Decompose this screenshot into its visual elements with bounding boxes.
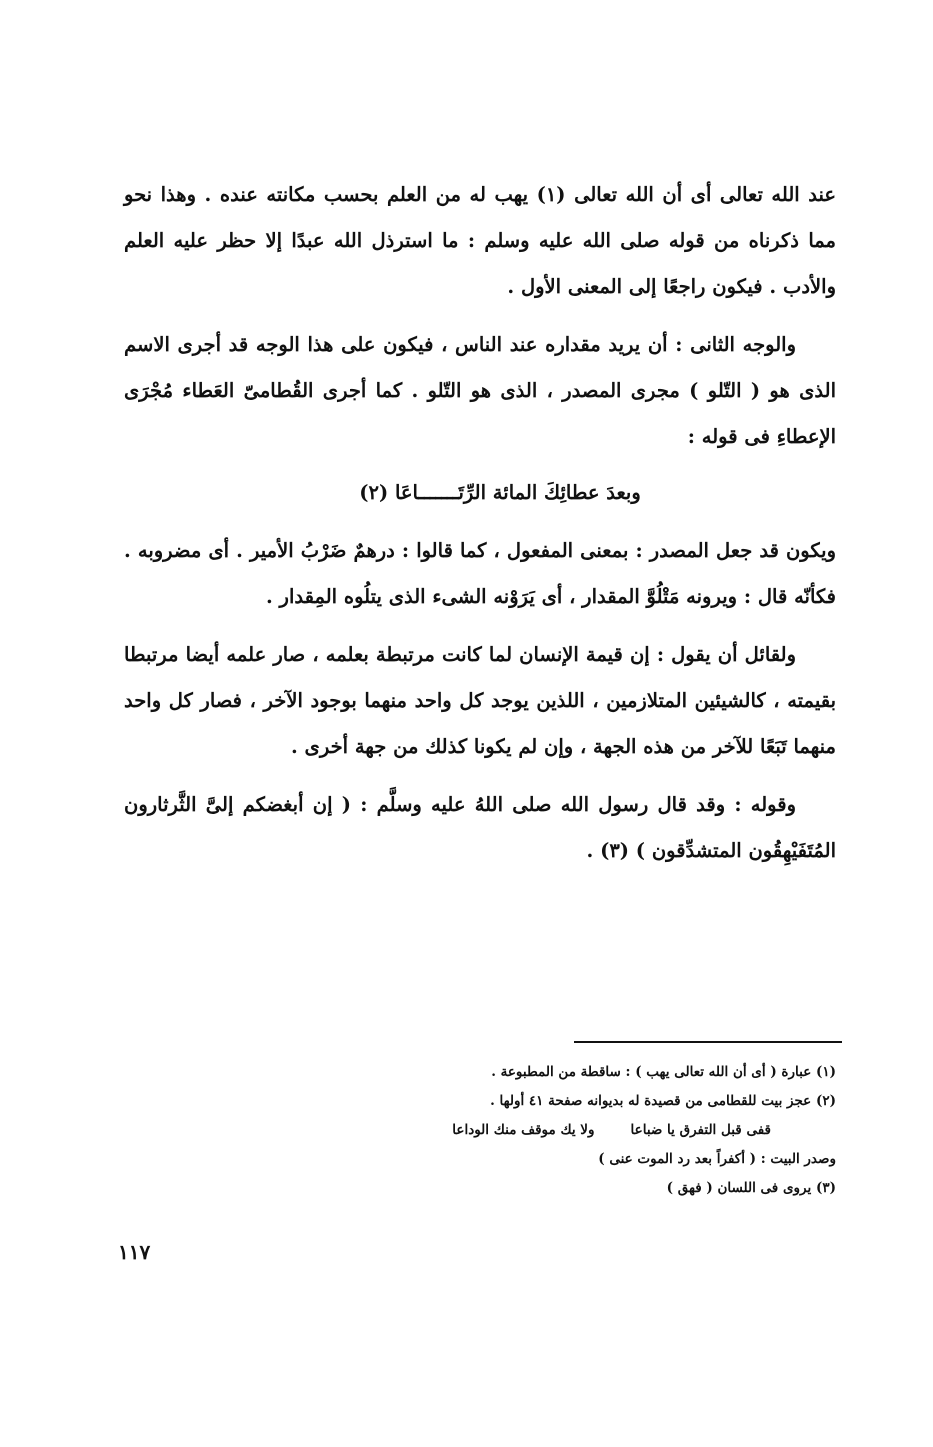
paragraph-5: وقوله : وقد قال رسول الله صلى اللهُ عليه وسلَّم : ( إن أبغضكم إلىَّ الثَّرثارون المُتَفَيْهِقُون المتشدِّقون ) (٣) . xyxy=(124,793,836,862)
footnote-2-verse xyxy=(270,1116,836,1145)
verse-line: وبعدَ عطائِكَ المائة الرِّتَـــــــاعَا (٢) xyxy=(359,481,641,504)
footnotes xyxy=(270,1058,836,1203)
footnote-2: (٢) عجز بيت للقطامى من قصيدة له بديوانه صفحة ٤١ أولها . xyxy=(490,1093,836,1109)
paragraph-1: عند الله تعالى أى أن الله تعالى (١) يهب له من العلم بحسب مكانته عنده . وهذا نحو مما ذكرناه من قوله صلى الله عليه وسلم : ما استرذل الله عبدًا إلا حظر عليه العلم والأدب . فيكون راجعًا إلى المعنى الأول . xyxy=(124,183,836,298)
paragraph-3: ويكون قد جعل المصدر : بمعنى المفعول ، كما قالوا : درهمٌ ضَرْبُ الأمير . أى مضروبه . فكأنّه قال : ويرونه مَتْلُوَّ المقدار ، أى يَرَوْنه الشىء الذى يتلُوه المِقدار . xyxy=(124,539,836,608)
main-text-body xyxy=(124,172,836,886)
footnote-3: (٣) يروى فى اللسان ( فهق ) xyxy=(666,1180,836,1196)
paragraph-4: ولقائل أن يقول : إن قيمة الإنسان لما كانت مرتبطة بعلمه ، صار علمه أيضا مرتبطا بقيمته ، كالشيئين المتلازمين ، اللذين يوجد كل واحد منهما بوجود الآخر ، فصار كل واحد منهما تَبَعًا للآخر من هذه الجهة ، وإن لم يكونا كذلك من جهة أخرى . xyxy=(124,643,836,758)
verse-hemistich-first: قفى قبل التفرق يا ضباعا xyxy=(630,1122,771,1138)
footnote-2-sadr: وصدر البيت : ( أكفراً بعد رد الموت عنى ) xyxy=(598,1151,836,1167)
footnote-1: (١) عبارة ( أى أن الله تعالى يهب ) : ساقطة من المطبوعة . xyxy=(491,1064,836,1080)
verse-hemistich-second: ولا يك موقف منك الوداعا xyxy=(452,1122,595,1138)
page-number: ١١٧ xyxy=(118,1240,151,1264)
footnote-separator xyxy=(574,1041,842,1043)
paragraph-2: والوجه الثانى : أن يريد مقداره عند الناس ، فيكون على هذا الوجه قد أجرى الاسم الذى هو ( التّلو ) مجرى المصدر ، الذى هو التّلو . كما أجرى القُطامىّ العَطاء مُجْرَى الإعطاءِ فى قوله : xyxy=(124,333,836,448)
